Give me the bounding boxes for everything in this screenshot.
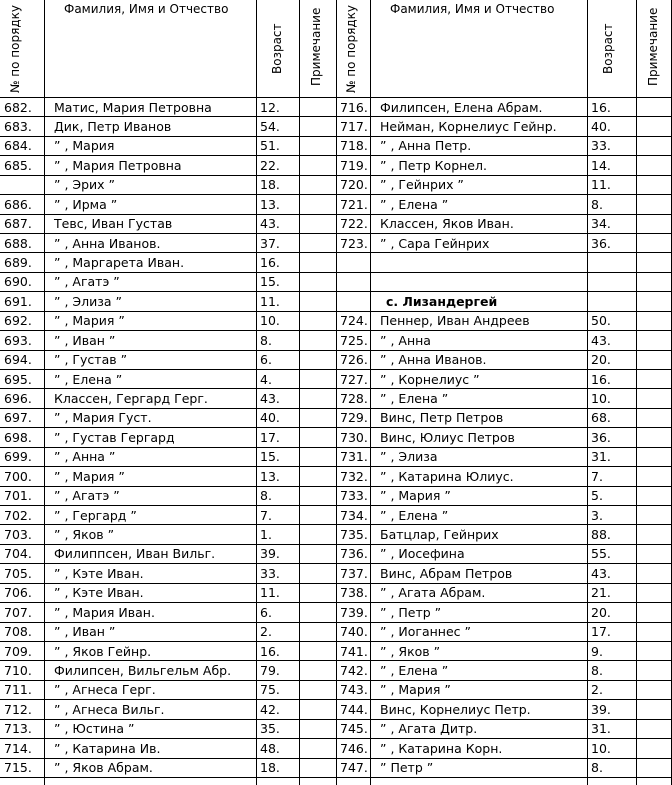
person-age: 21. [591,585,611,601]
person-name: Тевс, Иван Густав [54,216,173,232]
right-header-number: № по порядку [344,5,358,93]
person-age: 11. [260,585,280,601]
person-name: ” , Анна Петр. [380,138,472,154]
person-name: ” , Агата Дитр. [380,721,478,737]
person-age: 8. [591,760,603,776]
person-name: ” , Катарина Корн. [380,740,503,756]
person-name: ” , Иоганнес ” [380,624,471,640]
person-age: 16. [591,371,611,387]
person-age: 16. [260,643,280,659]
row-border [0,466,336,467]
person-name: ” , Гергард ” [54,507,137,523]
person-age: 14. [591,157,611,173]
person-name: ” , Ирма ” [54,196,118,212]
row-border [0,194,336,195]
person-age: 48. [260,740,280,756]
person-age: 2. [260,624,272,640]
row-number: 740. [340,624,368,640]
person-name: ” , Елена ” [380,507,449,523]
row-number: 706. [4,585,32,601]
row-number: 739. [340,604,368,620]
row-number: 684. [4,138,32,154]
person-name: ” , Елена ” [380,196,449,212]
person-name: ” , Агата Абрам. [380,585,486,601]
person-name: Пеннер, Иван Андреев [380,313,530,329]
person-name: ” , Элиза ” [54,293,122,309]
row-border [0,369,336,370]
person-name: ” , Петр ” [380,604,442,620]
person-age: 34. [591,216,611,232]
person-age: 16. [591,99,611,115]
person-name: ” , Елена ” [380,662,449,678]
row-number: 720. [340,177,368,193]
right-header-name: Фамилия, Имя и Отчество [390,2,555,16]
person-name: ” , Анна ” [54,449,116,465]
person-name: Матис, Мария Петровна [54,99,212,115]
person-age: 39. [591,701,611,717]
left-header-name: Фамилия, Имя и Отчество [64,2,229,16]
person-age: 43. [591,565,611,581]
row-number: 725. [340,332,368,348]
row-number: 693. [4,332,32,348]
person-age: 16. [260,254,280,270]
person-name: Филипсен, Вильгельм Абр. [54,662,232,678]
row-number: 697. [4,410,32,426]
person-age: 5. [591,488,603,504]
row-number: 741. [340,643,368,659]
row-number: 686. [4,196,32,212]
row-border [0,680,336,681]
row-number: 732. [340,468,368,484]
person-age: 9. [591,643,603,659]
person-age: 18. [260,760,280,776]
row-border [0,583,336,584]
person-age: 17. [260,429,280,445]
row-border [0,330,336,331]
column-divider [256,0,257,785]
person-name: ” , Катарина Ив. [54,740,161,756]
row-number: 695. [4,371,32,387]
row-number: 729. [340,410,368,426]
column-divider [370,0,371,785]
right-header-note: Примечание [646,7,660,86]
person-name: ” , Мария ” [54,468,125,484]
row-number: 701. [4,488,32,504]
left-header-note: Примечание [309,7,323,86]
person-age: 13. [260,196,280,212]
row-number: 685. [4,157,32,173]
row-border [0,175,336,176]
row-number: 687. [4,216,32,232]
row-border [0,758,336,759]
person-name: ” , Корнелиус ” [380,371,480,387]
row-number: 745. [340,721,368,737]
row-border [0,291,336,292]
person-name: ” , Петр Корнел. [380,157,487,173]
person-age: 31. [591,449,611,465]
row-number: 726. [340,352,368,368]
row-number: 719. [340,157,368,173]
person-name: Классен, Гергард Герг. [54,390,208,406]
person-name: ” , Анна Иванов. [380,352,487,368]
person-name: ” , Яков Гейнр. [54,643,152,659]
person-name: ” , Эрих ” [54,177,116,193]
person-age: 36. [591,429,611,445]
person-name: ” , Яков Абрам. [54,760,153,776]
row-number: 735. [340,526,368,542]
column-divider [44,0,45,785]
person-age: 8. [260,488,272,504]
person-name: ” , Агатэ ” [54,488,120,504]
row-border [336,777,671,778]
left-header-age: Возраст [270,23,284,74]
person-name: ” , Агатэ ” [54,274,120,290]
person-name: Филиппсен, Иван Вильг. [54,546,216,562]
person-age: 7. [260,507,272,523]
row-number: 738. [340,585,368,601]
row-number: 707. [4,604,32,620]
person-name: Нейман, Корнелиус Гейнр. [380,118,557,134]
person-age: 35. [260,721,280,737]
person-age: 33. [260,565,280,581]
person-name: Винс, Петр Петров [380,410,504,426]
row-border [0,136,336,137]
person-age: 22. [260,157,280,173]
person-age: 8. [260,332,272,348]
person-age: 43. [260,390,280,406]
person-name: ” , Анна [380,332,431,348]
person-name: ” , Кэте Иван. [54,565,144,581]
person-age: 51. [260,138,280,154]
person-age: 1. [260,526,272,542]
person-age: 15. [260,449,280,465]
person-name: Классен, Яков Иван. [380,216,514,232]
row-number: 713. [4,721,32,737]
person-age: 13. [260,468,280,484]
person-age: 33. [591,138,611,154]
person-name: Батцлар, Гейнрих [380,526,499,542]
row-number: 734. [340,507,368,523]
person-name: ” , Елена ” [380,390,449,406]
person-name: ” , Мария Иван. [54,604,155,620]
row-number: 691. [4,293,32,309]
row-number: 714. [4,740,32,756]
person-age: 3. [591,507,603,523]
row-number: 688. [4,235,32,251]
person-name: ” , Елена ” [54,371,123,387]
row-border [0,602,336,603]
left-header-number: № по порядку [8,5,22,93]
row-number: 683. [4,118,32,134]
row-border [336,272,671,273]
row-number: 724. [340,313,368,329]
row-number: 715. [4,760,32,776]
person-name: ” , Элиза [380,449,438,465]
person-age: 54. [260,118,280,134]
row-number: 682. [4,99,32,115]
row-border [0,350,336,351]
person-age: 20. [591,352,611,368]
person-age: 43. [260,216,280,232]
row-border [0,408,336,409]
person-name: ” , Иван ” [54,624,116,640]
person-name: ” , Мария ” [54,313,125,329]
person-age: 40. [591,118,611,134]
row-number: 728. [340,390,368,406]
row-number: 705. [4,565,32,581]
person-name: ” , Маргарета Иван. [54,254,185,270]
row-number: 733. [340,488,368,504]
row-border [0,777,336,778]
row-number: 731. [340,449,368,465]
person-age: 43. [591,332,611,348]
section-heading: с. Лизандергей [386,293,498,309]
row-number: 717. [340,118,368,134]
person-name: ” , Мария [54,138,115,154]
row-number: 702. [4,507,32,523]
person-age: 7. [591,468,603,484]
row-number: 718. [340,138,368,154]
person-name: ” , Катарина Юлиус. [380,468,514,484]
row-border [0,524,336,525]
row-number: 723. [340,235,368,251]
person-age: 18. [260,177,280,193]
person-age: 6. [260,352,272,368]
row-number: 744. [340,701,368,717]
person-name: ” , Мария ” [380,488,451,504]
person-age: 12. [260,99,280,115]
person-name: ” , Иосефина [380,546,465,562]
row-number: 692. [4,313,32,329]
person-name: Дик, Петр Иванов [54,118,172,134]
row-number: 690. [4,274,32,290]
person-age: 8. [591,662,603,678]
row-number: 700. [4,468,32,484]
person-age: 8. [591,196,603,212]
row-number: 737. [340,565,368,581]
row-number: 699. [4,449,32,465]
person-name: ” , Густав Гергард [54,429,175,445]
person-age: 15. [260,274,280,290]
person-age: 4. [260,371,272,387]
person-age: 10. [591,390,611,406]
person-age: 42. [260,701,280,717]
person-age: 37. [260,235,280,251]
person-name: ” , Агнеса Вильг. [54,701,165,717]
person-name: ” Петр ” [380,760,434,776]
person-age: 68. [591,410,611,426]
row-number: 721. [340,196,368,212]
row-border [0,719,336,720]
person-age: 10. [591,740,611,756]
row-number: 742. [340,662,368,678]
person-name: Винс, Абрам Петров [380,565,513,581]
person-name: ” , Анна Иванов. [54,235,161,251]
person-age: 88. [591,526,611,542]
row-number: 694. [4,352,32,368]
row-border [0,233,336,234]
person-name: ” , Иван ” [54,332,116,348]
row-number: 711. [4,682,32,698]
person-name: ” , Кэте Иван. [54,585,144,601]
row-number: 746. [340,740,368,756]
row-border [0,641,336,642]
row-number: 736. [340,546,368,562]
row-number: 704. [4,546,32,562]
person-age: 50. [591,313,611,329]
person-age: 31. [591,721,611,737]
person-name: ” , Яков ” [54,526,115,542]
person-name: Филипсен, Елена Абрам. [380,99,543,115]
row-border [0,447,336,448]
row-number: 696. [4,390,32,406]
person-age: 6. [260,604,272,620]
person-age: 36. [591,235,611,251]
row-border [0,486,336,487]
person-name: ” , Юстина ” [54,721,135,737]
column-divider [299,0,300,785]
row-number: 730. [340,429,368,445]
row-number: 709. [4,643,32,659]
row-number: 689. [4,254,32,270]
person-age: 2. [591,682,603,698]
person-name: Винс, Корнелиус Петр. [380,701,531,717]
person-age: 55. [591,546,611,562]
person-name: ” , Гейнрих ” [380,177,464,193]
table-divider [336,0,337,785]
person-age: 79. [260,662,280,678]
row-number: 716. [340,99,368,115]
person-age: 40. [260,410,280,426]
person-age: 20. [591,604,611,620]
person-name: ” , Мария Петровна [54,157,182,173]
person-age: 39. [260,546,280,562]
row-number: 698. [4,429,32,445]
row-number: 727. [340,371,368,387]
right-header-age: Возраст [601,23,615,74]
row-number: 703. [4,526,32,542]
person-name: Винс, Юлиус Петров [380,429,515,445]
row-number: 712. [4,701,32,717]
row-border [0,738,336,739]
person-name: ” , Агнеса Герг. [54,682,156,698]
person-age: 75. [260,682,280,698]
person-name: ” , Мария ” [380,682,451,698]
person-name: ” , Сара Гейнрих [380,235,490,251]
row-number: 722. [340,216,368,232]
row-border [0,699,336,700]
person-name: ” , Яков ” [380,643,441,659]
row-border [0,505,336,506]
person-age: 11. [591,177,611,193]
row-border [0,272,336,273]
column-divider [636,0,637,785]
row-number: 743. [340,682,368,698]
row-number: 708. [4,624,32,640]
person-name: ” , Мария Густ. [54,410,152,426]
person-age: 10. [260,313,280,329]
row-number: 747. [340,760,368,776]
person-name: ” , Густав ” [54,352,128,368]
row-border [0,622,336,623]
row-number: 710. [4,662,32,678]
column-divider [587,0,588,785]
person-age: 11. [260,293,280,309]
row-border [0,311,336,312]
person-age: 17. [591,624,611,640]
